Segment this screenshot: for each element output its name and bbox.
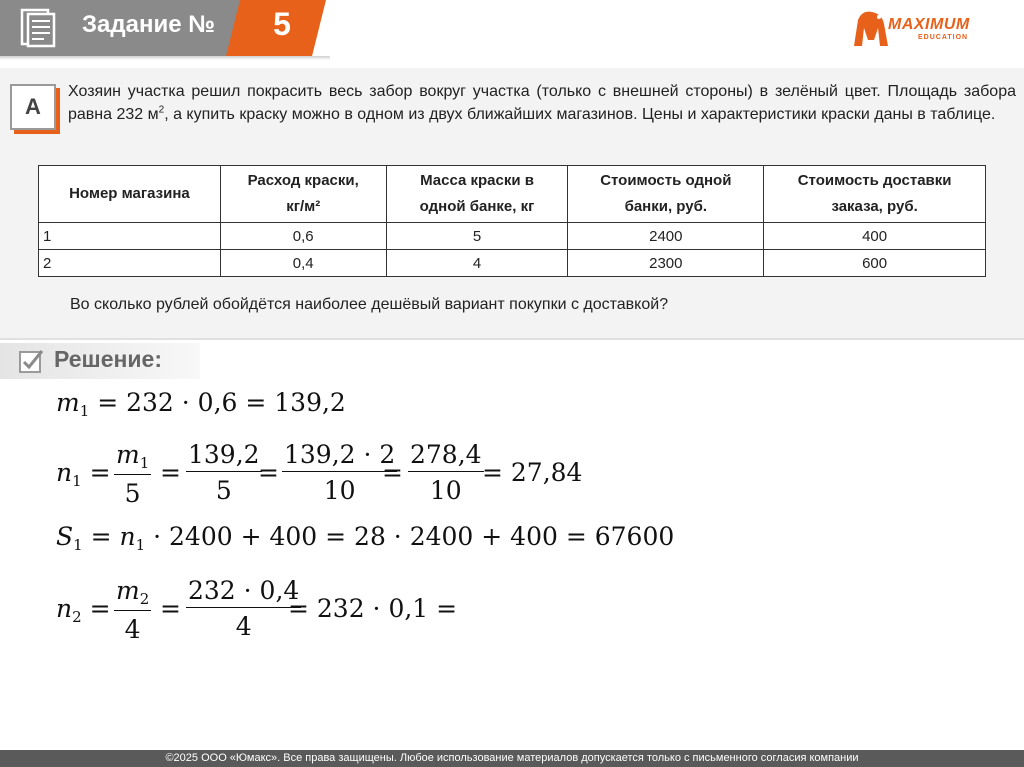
question-text: Во сколько рублей обойдётся наиболее дешёвый вариант покупки с доставкой?	[70, 296, 669, 313]
maximum-logo	[848, 6, 998, 50]
table-cell: 0,6	[220, 223, 386, 250]
equation-4-fraction-2: $\frac{232 \cdot 0,4}{4}$	[188, 576, 300, 641]
table-header-cell: Расход краски, кг/м²	[220, 166, 386, 223]
equation-2-fraction-3: $\frac{139,2 \cdot 2}{10}$	[284, 440, 396, 505]
equation-2-lhs: $n_1$ =	[56, 458, 111, 490]
table-cell: 2300	[568, 250, 764, 277]
problem-text-1: Хозяин участка решил покрасить весь забор вокруг участка (только с внешней стороны) в зелёный цвет. Площадь забора равна 232 м	[68, 83, 1016, 123]
table-cell: 4	[386, 250, 568, 277]
equation-3: $S_1 = n_1 \cdot 2400 + 400 = 28 \cdot 2400 + 400 = 67600$	[56, 522, 675, 554]
table-header-cell: Стоимость доставки заказа, руб.	[764, 166, 986, 223]
table-cell: 2	[39, 250, 221, 277]
equation-2-result: = 27,84	[482, 458, 583, 487]
copyright-footer: ©2025 ООО «Юмакс». Все права защищены. Любое использование материалов допускается только с письменного согласия компании	[0, 750, 1024, 767]
document-icon	[20, 8, 56, 48]
equation-4-result: = 232 · 0,1 =	[288, 594, 458, 623]
table-cell: 400	[764, 223, 986, 250]
table-row	[39, 223, 986, 250]
table-header-cell: Номер магазина	[39, 166, 221, 223]
table-header-cell: Масса краски в одной банке, кг	[386, 166, 568, 223]
table-cell: 5	[386, 223, 568, 250]
table-cell: 0,4	[220, 250, 386, 277]
logo-subtext: EDUCATION	[918, 34, 969, 41]
problem-text-2: , а купить краску можно в одном из двух ближайших магазинов. Цены и характеристики краски даны в таблице.	[164, 106, 996, 123]
table-header-row	[39, 166, 986, 223]
checkbox-check-icon	[18, 348, 44, 374]
problem-sup: 2	[158, 104, 165, 116]
table-header-cell: Стоимость одной банки, руб.	[568, 166, 764, 223]
table-cell: 2400	[568, 223, 764, 250]
table-cell: 600	[764, 250, 986, 277]
solution-title: Решение:	[54, 346, 163, 372]
equation-2-fraction-4: $\frac{278,4}{10}$	[410, 440, 482, 505]
problem-statement	[68, 80, 1016, 126]
equation-1: $m_1 = 232 \cdot 0,6 = 139,2$	[56, 388, 346, 420]
task-number: 5	[273, 6, 291, 42]
maximum-logo-icon	[848, 6, 892, 50]
paint-table	[38, 165, 986, 277]
table-cell: 1	[39, 223, 221, 250]
equation-2-fraction-2: $\frac{139,2}{5}$	[188, 440, 260, 505]
header-title: Задание №	[82, 11, 215, 38]
equation-2-fraction-1: $\frac{m_1}{5}$	[116, 440, 150, 508]
task-level-badge: А	[10, 84, 56, 130]
logo-text: MAXIMUM	[888, 16, 970, 33]
equation-4-lhs: $n_2$ =	[56, 594, 111, 626]
equation-4-fraction-1: $\frac{m_2}{4}$	[116, 576, 150, 644]
header-bar	[0, 0, 1024, 60]
table-row	[39, 250, 986, 277]
